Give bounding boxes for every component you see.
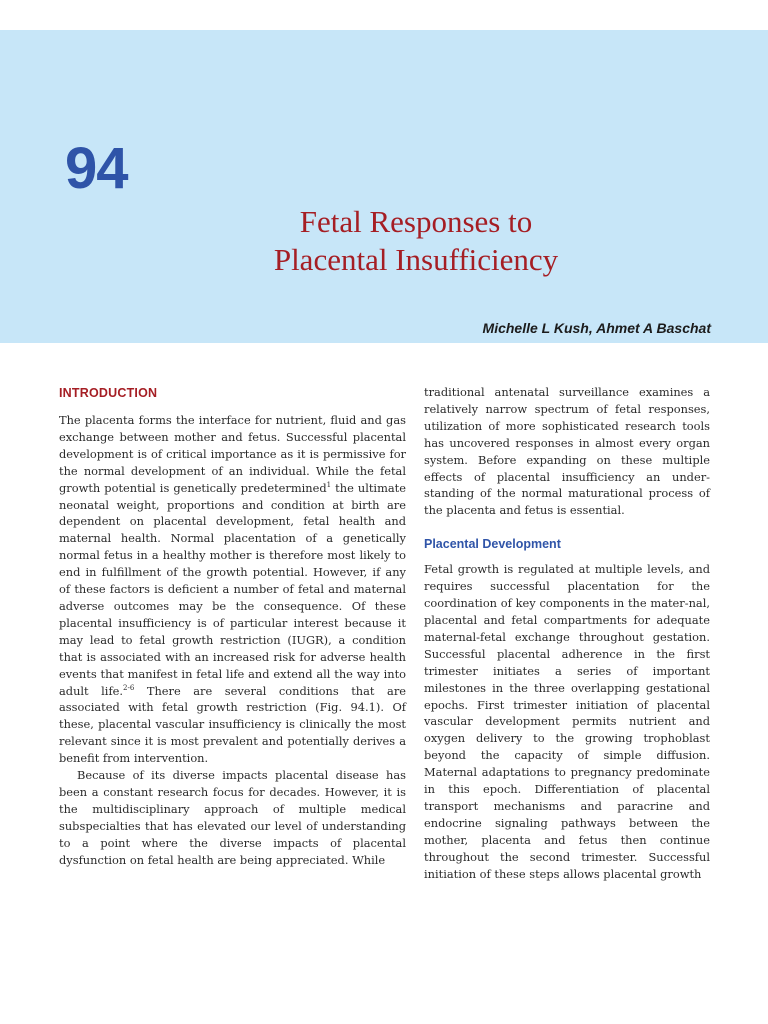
chapter-authors: Michelle L Kush, Ahmet A Baschat — [482, 320, 711, 336]
chapter-title — [230, 203, 602, 279]
right-column — [424, 384, 710, 882]
citation-superscript: 1 — [326, 480, 332, 489]
intro-paragraph-1-part-a: The placenta forms the interface for nutrient, fluid and gas exchange between mother and fetus. Successful placental development is of critical importance as it is permissive for the normal development of an individual. While the fetal growth potential is genetically predetermined — [59, 413, 406, 495]
left-column — [59, 384, 406, 868]
chapter-title-line-2: Placental Insufficiency — [273, 242, 559, 277]
citation-superscript: 2-6 — [123, 683, 135, 692]
intro-paragraph-3: traditional antenatal surveillance examines a relatively narrow spectrum of fetal responses, utilization of more sophisticated research tools has uncovered responses in almost every organ system. Before expanding on these multiple effects of placental insufficiency an under-standing of the normal maturational process of the placenta and fetus is essential. — [424, 385, 710, 518]
subsection-heading-placental-development: Placental Development — [424, 537, 561, 552]
placental-development-paragraph: Fetal growth is regulated at multiple levels, and requires successful placentation for the coordination of key components in the mater-nal, placental and fetal compartments for adequate maternal-fetal exchange throughout gestation. Successful placental adherence in the first trimester initiates a series of important milestones in the three overlapping gestational epochs. First trimester initiation of placental vascular development permits nutrient and oxygen delivery to the growing trophoblast beyond the capacity of simple diffusion. Maternal adaptations to pregnancy predominate in this epoch. Differentiation of placental transport mechanisms and paracrine and endocrine signaling pathways between the mother, placenta and fetus then continue throughout the second trimester. Successful initiation of these steps allows placental growth — [424, 562, 710, 881]
chapter-number: 94 — [65, 136, 128, 201]
intro-paragraph-1 — [59, 412, 406, 767]
chapter-title-line-1: Fetal Responses to — [299, 204, 533, 239]
intro-paragraph-2: Because of its diverse impacts placental disease has been a constant research focus for decades. However, it is the multidisciplinary approach of multiple medical subspecialties that has elevated our level of understanding to a point where the diverse impacts of placental dysfunction on fetal health are being appreciated. While — [59, 768, 406, 867]
section-heading-introduction: INTRODUCTION — [59, 386, 158, 400]
intro-paragraph-1-part-c: There are several conditions that are associated with fetal growth restriction (Fig. 94.1). Of these, placental vascular insufficiency is clinically the most relevant since it is most prevalent and potentially derives a benefit from intervention. — [59, 683, 407, 766]
intro-paragraph-1-part-b: the ultimate neonatal weight, proportions and condition at birth are dependent on placental development, fetal health and maternal health. Normal placentation of a genetically normal fetus in a healthy mother is therefore most likely to end in fulfillment of the growth potential. However, if any of these factors is deficient a number of fetal and maternal adverse outcomes may be the consequence. Of these placental insufficiency is of particular interest because it may lead to fetal growth restriction (IUGR), a condition that is associated with an increased risk for adverse health events that manifest in fetal life and extend all the way into adult life. — [59, 480, 406, 698]
